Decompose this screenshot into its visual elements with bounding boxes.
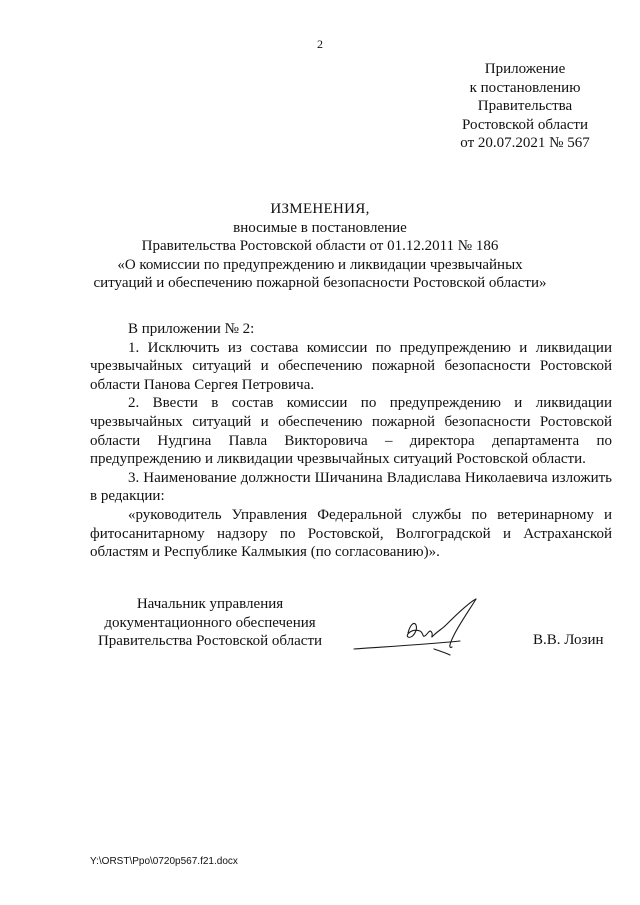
body-item-2: 2. Ввести в состав комиссии по предупреждению и ликвидации чрезвычайных ситуаций и обеспечению пожарной безопасности Ростовской области Нудгина Павла Викторовича – директора департамента по предупреждению и ликвидации чрезвычайных ситуаций Ростовской области. xyxy=(90,395,612,468)
body-item-3: 3. Наименование должности Шичанина Владислава Николаевича изложить в редакции: xyxy=(90,469,612,505)
signer-position xyxy=(90,595,330,651)
signer-name: В.В. Лозин xyxy=(533,632,604,648)
body-item-1: 1. Исключить из состава комиссии по предупреждению и ликвидации чрезвычайных ситуаций и обеспечению пожарной безопасности Ростовской области Панова Сергея Петровича. xyxy=(90,339,612,393)
footer-file-path: Y:\ORST\Ppo\0720p567.f21.docx xyxy=(90,856,238,867)
appendix-line: Ростовской области xyxy=(462,116,588,133)
page-number: 2 xyxy=(317,37,323,51)
appendix-line: к постановлению xyxy=(469,79,581,96)
title-line: «О комиссии по предупреждению и ликвидации чрезвычайных xyxy=(117,256,523,273)
appendix-line: Приложение xyxy=(484,61,566,77)
document-body xyxy=(90,320,612,562)
position-line: Начальник управления xyxy=(136,596,284,612)
handwritten-signature xyxy=(350,595,500,660)
body-intro: В приложении № 2: xyxy=(128,321,255,337)
position-line: документационного обеспечения xyxy=(104,614,316,631)
document-title xyxy=(0,200,640,293)
title-line: Правительства Ростовской области от 01.12.2011 № 186 xyxy=(141,238,499,255)
position-line: Правительства Ростовской области xyxy=(97,633,323,650)
appendix-line: от 20.07.2021 № 567 xyxy=(460,135,590,152)
appendix-line: Правительства xyxy=(477,98,573,115)
title-line: ситуаций и обеспечению пожарной безопасности Ростовской области» xyxy=(93,275,547,292)
appendix-stamp xyxy=(420,60,630,153)
body-item-quote: «руководитель Управления Федеральной службы по ветеринарному и фитосанитарному надзору по Ростовской, Волгоградской и Астраханской областям и Республике Калмыкия (по согласованию)». xyxy=(90,506,612,561)
title-heading: ИЗМЕНЕНИЯ, xyxy=(270,201,370,217)
title-line: вносимые в постановление xyxy=(233,219,407,236)
